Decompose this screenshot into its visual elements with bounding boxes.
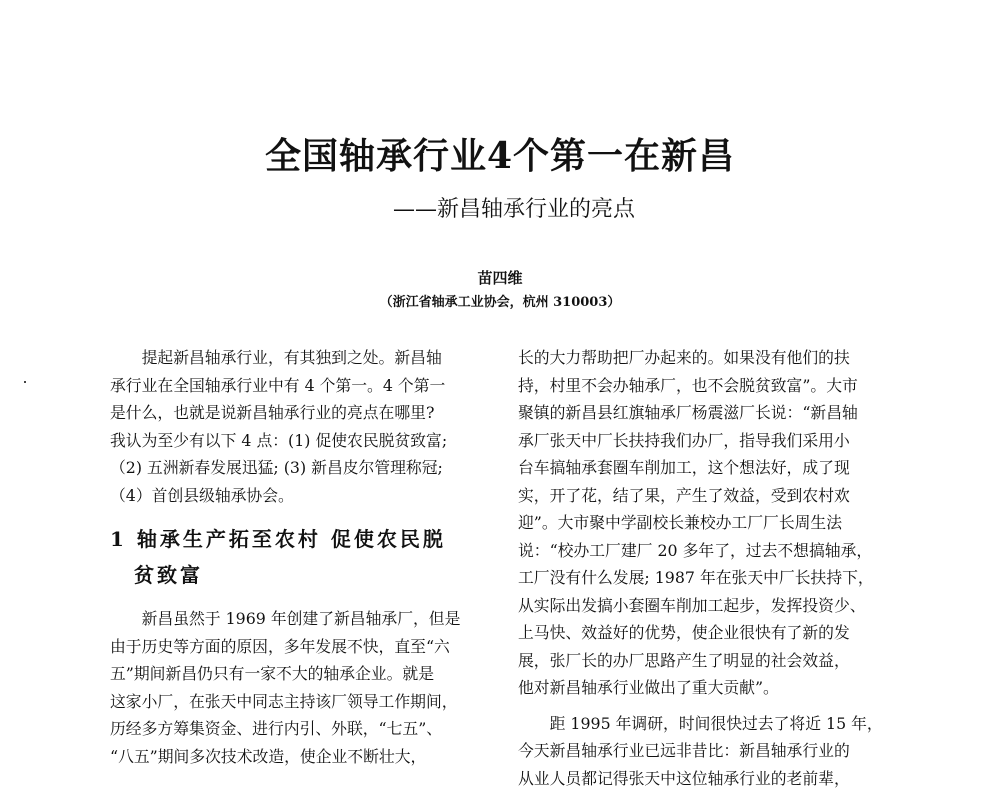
body-paragraph (518, 710, 902, 792)
article-author: 苗四维 (0, 268, 1000, 288)
text-line: 我认为至少有以下 4 点：(1) 促使农民脱贫致富; (110, 427, 488, 455)
section-heading (110, 521, 488, 593)
text-line: 承行业在全国轴承行业中有 4 个第一。4 个第一 (110, 372, 488, 400)
text-line: 展，张厂长的办厂思路产生了明显的社会效益， (518, 647, 902, 675)
text-line: 承厂张天中厂长扶持我们办厂，指导我们采用小 (518, 427, 902, 455)
text-line: 他对新昌轴承行业做出了重大贡献”。 (518, 674, 902, 702)
text-line: 长的大力帮助把厂办起来的。如果没有他们的扶 (518, 344, 902, 372)
text-line: “八五”期间多次技术改造，使企业不断壮大， (110, 743, 488, 771)
text-line: （2) 五洲新春发展迅猛; (3) 新昌皮尔管理称冠; (110, 454, 488, 482)
text-line: 从业人员都记得张天中这位轴承行业的老前辈， (518, 765, 902, 792)
scan-speck (24, 381, 26, 383)
left-column (110, 344, 488, 770)
text-line: 持，村里不会办轴承厂，也不会脱贫致富”。大市 (518, 372, 902, 400)
body-paragraph (110, 605, 488, 770)
text-line: 迎”。大市聚中学副校长兼校办工厂厂长周生法 (518, 509, 902, 537)
author-affiliation: （浙江省轴承工业协会，杭州 310003） (0, 293, 1000, 313)
paragraph-gap (518, 702, 902, 710)
text-line: 这家小厂，在张天中同志主持该厂领导工作期间， (110, 688, 488, 716)
text-line: 距 1995 年调研，时间很快过去了将近 15 年， (518, 710, 902, 738)
body-paragraph (518, 344, 902, 702)
text-line: 提起新昌轴承行业，有其独到之处。新昌轴 (110, 344, 488, 372)
right-column (518, 344, 902, 792)
text-line: 台车搞轴承套圈车削加工，这个想法好，成了现 (518, 454, 902, 482)
article-title: 全国轴承行业4个第一在新昌 (0, 133, 1000, 179)
text-line: 说：“校办工厂建厂 20 多年了，过去不想搞轴承， (518, 537, 902, 565)
text-line: 是什么，也就是说新昌轴承行业的亮点在哪里? (110, 399, 488, 427)
section-heading-line: 1 轴承生产拓至农村 促使农民脱 (110, 521, 488, 557)
text-line: 工厂没有什么发展; 1987 年在张天中厂长扶持下， (518, 564, 902, 592)
text-line: 从实际出发搞小套圈车削加工起步，发挥投资少、 (518, 592, 902, 620)
text-line: 由于历史等方面的原因，多年发展不快，直至“六 (110, 633, 488, 661)
text-line: 今天新昌轴承行业已远非昔比：新昌轴承行业的 (518, 737, 902, 765)
text-line: （4）首创县级轴承协会。 (110, 482, 488, 510)
intro-paragraph (110, 344, 488, 509)
text-line: 五”期间新昌仍只有一家不大的轴承企业。就是 (110, 660, 488, 688)
text-line: 聚镇的新昌县红旗轴承厂杨震滋厂长说：“新昌轴 (518, 399, 902, 427)
article-subtitle: ——新昌轴承行业的亮点 (0, 195, 1000, 225)
text-line: 上马快、效益好的优势，使企业很快有了新的发 (518, 619, 902, 647)
text-line: 历经多方筹集资金、进行内引、外联，“七五”、 (110, 715, 488, 743)
section-heading-line: 贫致富 (110, 557, 488, 593)
text-line: 新昌虽然于 1969 年创建了新昌轴承厂，但是 (110, 605, 488, 633)
text-line: 实，开了花，结了果，产生了效益，受到农村欢 (518, 482, 902, 510)
